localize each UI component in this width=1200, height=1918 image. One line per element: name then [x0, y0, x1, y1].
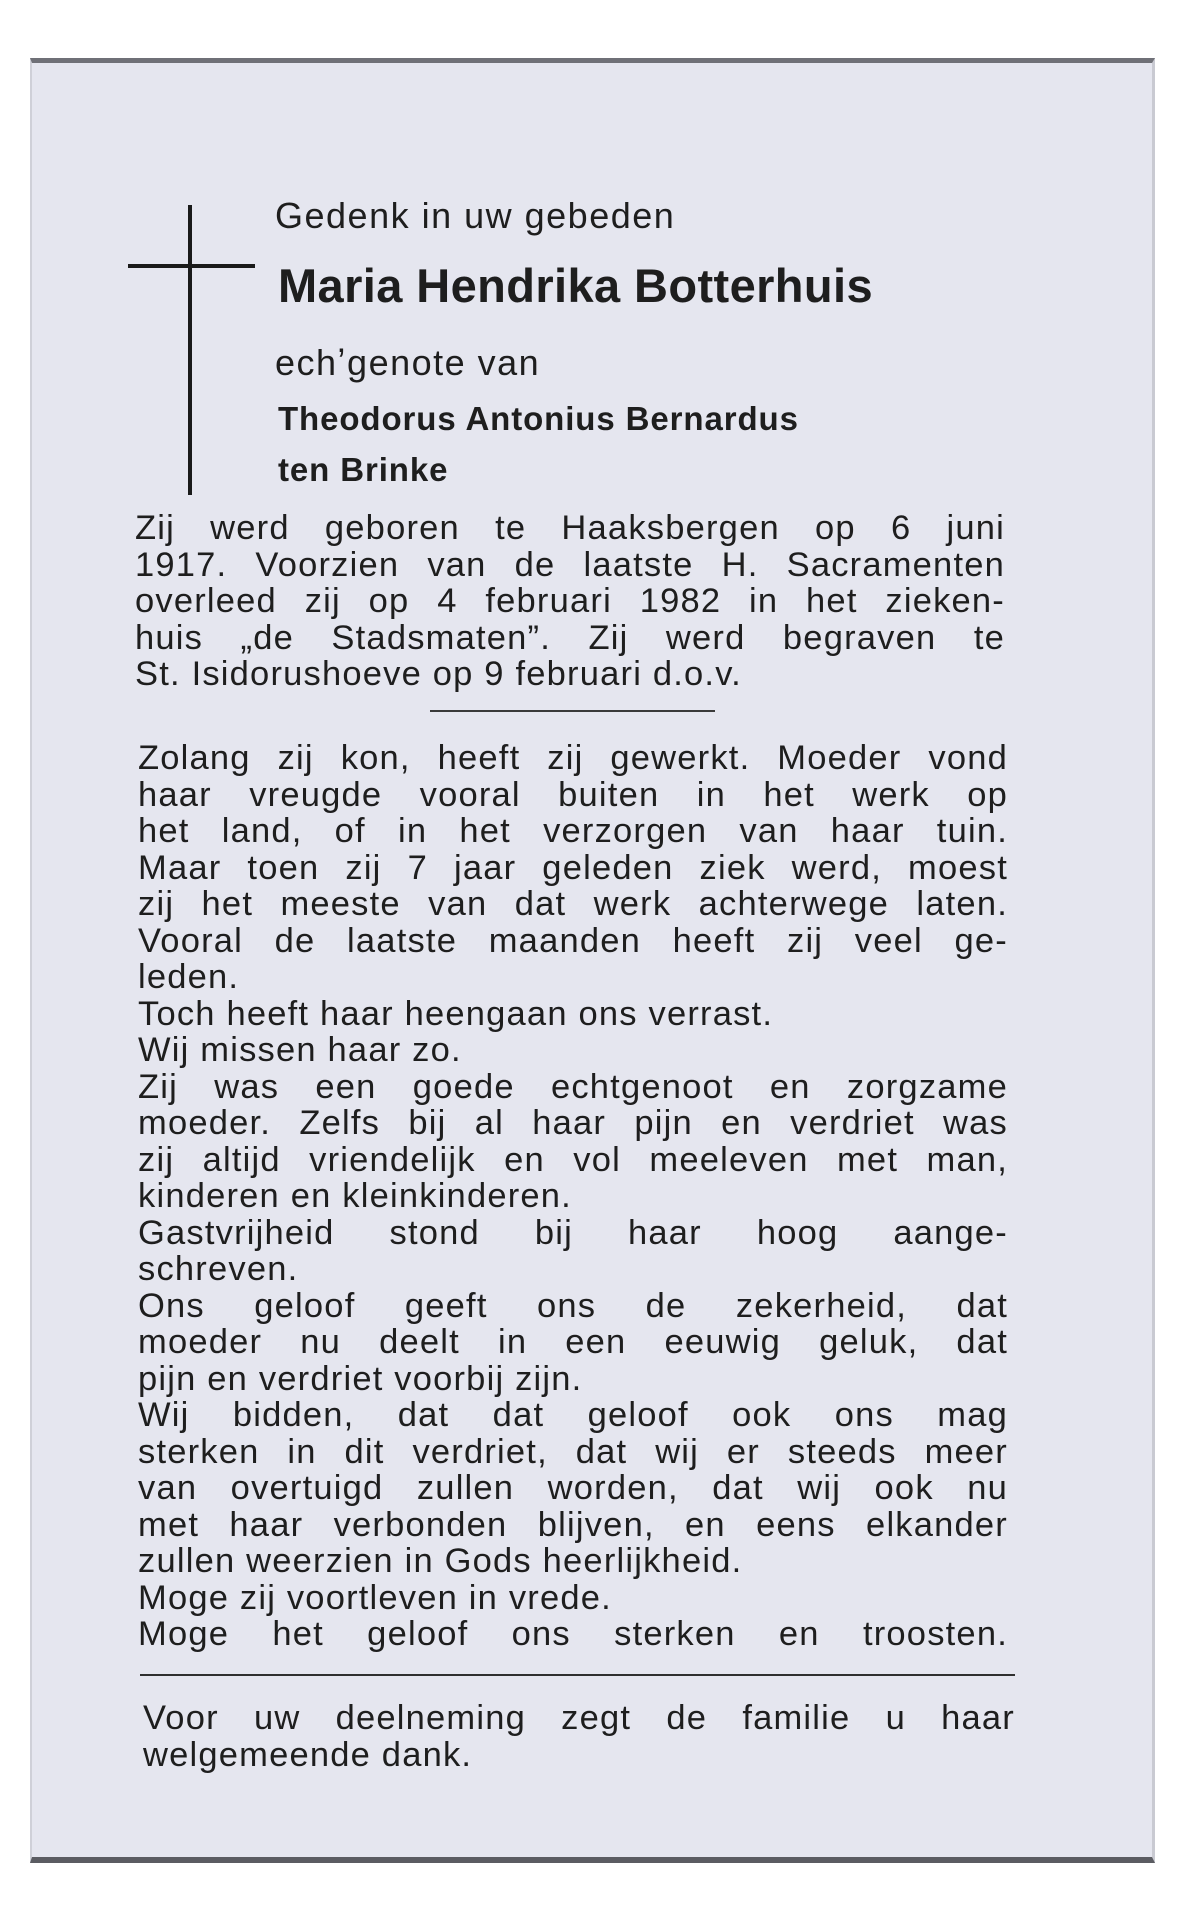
memory-line: haar vreugde vooral buiten in het werk op: [138, 775, 1008, 814]
cross-vertical-bar: [188, 205, 192, 495]
life-line: St. Isidorushoeve op 9 februari d.o.v.: [135, 655, 742, 693]
memory-line: moeder. Zelfs bij al haar pijn en verdriet was: [138, 1104, 1008, 1142]
memory-line: Wij missen haar zo.: [138, 1031, 462, 1069]
memory-line: schreven.: [138, 1250, 299, 1288]
memory-line: Zij was een goede echtgenoot en zorgzame: [138, 1067, 1008, 1106]
memory-line: pijn en verdriet voorbij zijn.: [138, 1359, 583, 1398]
spouse-name-line-1: Theodorus Antonius Bernardus: [278, 400, 799, 437]
memory-line: Moge zij voortleven in vrede.: [138, 1578, 612, 1617]
memory-line: het land, of in het verzorgen van haar tuin.: [138, 812, 1008, 850]
memory-line: Maar toen zij 7 jaar geleden ziek werd, moest: [138, 848, 1008, 887]
cross-horizontal-bar: [128, 264, 255, 268]
memory-line: Wij bidden, dat dat geloof ook ons mag: [138, 1396, 1008, 1434]
thanks-line: welgemeende dank.: [143, 1735, 473, 1774]
memory-line: Vooral de laatste maanden heeft zij veel ge-: [138, 921, 1008, 960]
life-line: Zij werd geboren te Haaksbergen op 6 juni: [135, 509, 1005, 547]
life-line: overleed zij op 4 februari 1982 in het zieken-: [135, 582, 1005, 620]
memory-line: zij het meeste van dat werk achterwege laten.: [138, 885, 1008, 923]
long-divider: [140, 1674, 1015, 1676]
memory-line: zij altijd vriendelijk en vol meeleven met man,: [138, 1140, 1008, 1179]
thanks-paragraph: [143, 1700, 1015, 1773]
memory-line: leden.: [138, 958, 240, 996]
memory-line: zullen weerzien in Gods heerlijkheid.: [138, 1542, 743, 1580]
memory-paragraph: [138, 740, 1008, 1653]
memory-line: kinderen en kleinkinderen.: [138, 1177, 572, 1215]
life-line: huis „de Stadsmaten”. Zij werd begraven te: [135, 618, 1005, 657]
memory-line: Toch heeft haar heengaan ons verrast.: [138, 994, 774, 1033]
memory-line: Gastvrijheid stond bij haar hoog aange-: [138, 1213, 1008, 1252]
thanks-line: Voor uw deelneming zegt de familie u haar: [143, 1699, 1015, 1737]
memory-line: van overtuigd zullen worden, dat wij ook nu: [138, 1469, 1008, 1507]
short-divider: [430, 710, 715, 712]
spouse-name-line-2: ten Brinke: [278, 451, 449, 488]
life-line: 1917. Voorzien van de laatste H. Sacramenten: [135, 545, 1005, 584]
memory-line: sterken in dit verdriet, dat wij er steeds meer: [138, 1432, 1008, 1471]
memory-line: met haar verbonden blijven, en eens elkander: [138, 1505, 1008, 1544]
spouse-label: echʼgenote van: [275, 342, 541, 383]
intro-text: Gedenk in uw gebeden: [275, 195, 676, 236]
deceased-name: Maria Hendrika Botterhuis: [278, 259, 874, 312]
memory-line: moeder nu deelt in een eeuwig geluk, dat: [138, 1323, 1008, 1361]
memory-line: Zolang zij kon, heeft zij gewerkt. Moeder vond: [138, 739, 1008, 777]
memory-line: Moge het geloof ons sterken en troosten.: [138, 1615, 1008, 1653]
life-paragraph: [135, 510, 1005, 693]
memory-line: Ons geloof geeft ons de zekerheid, dat: [138, 1286, 1008, 1325]
